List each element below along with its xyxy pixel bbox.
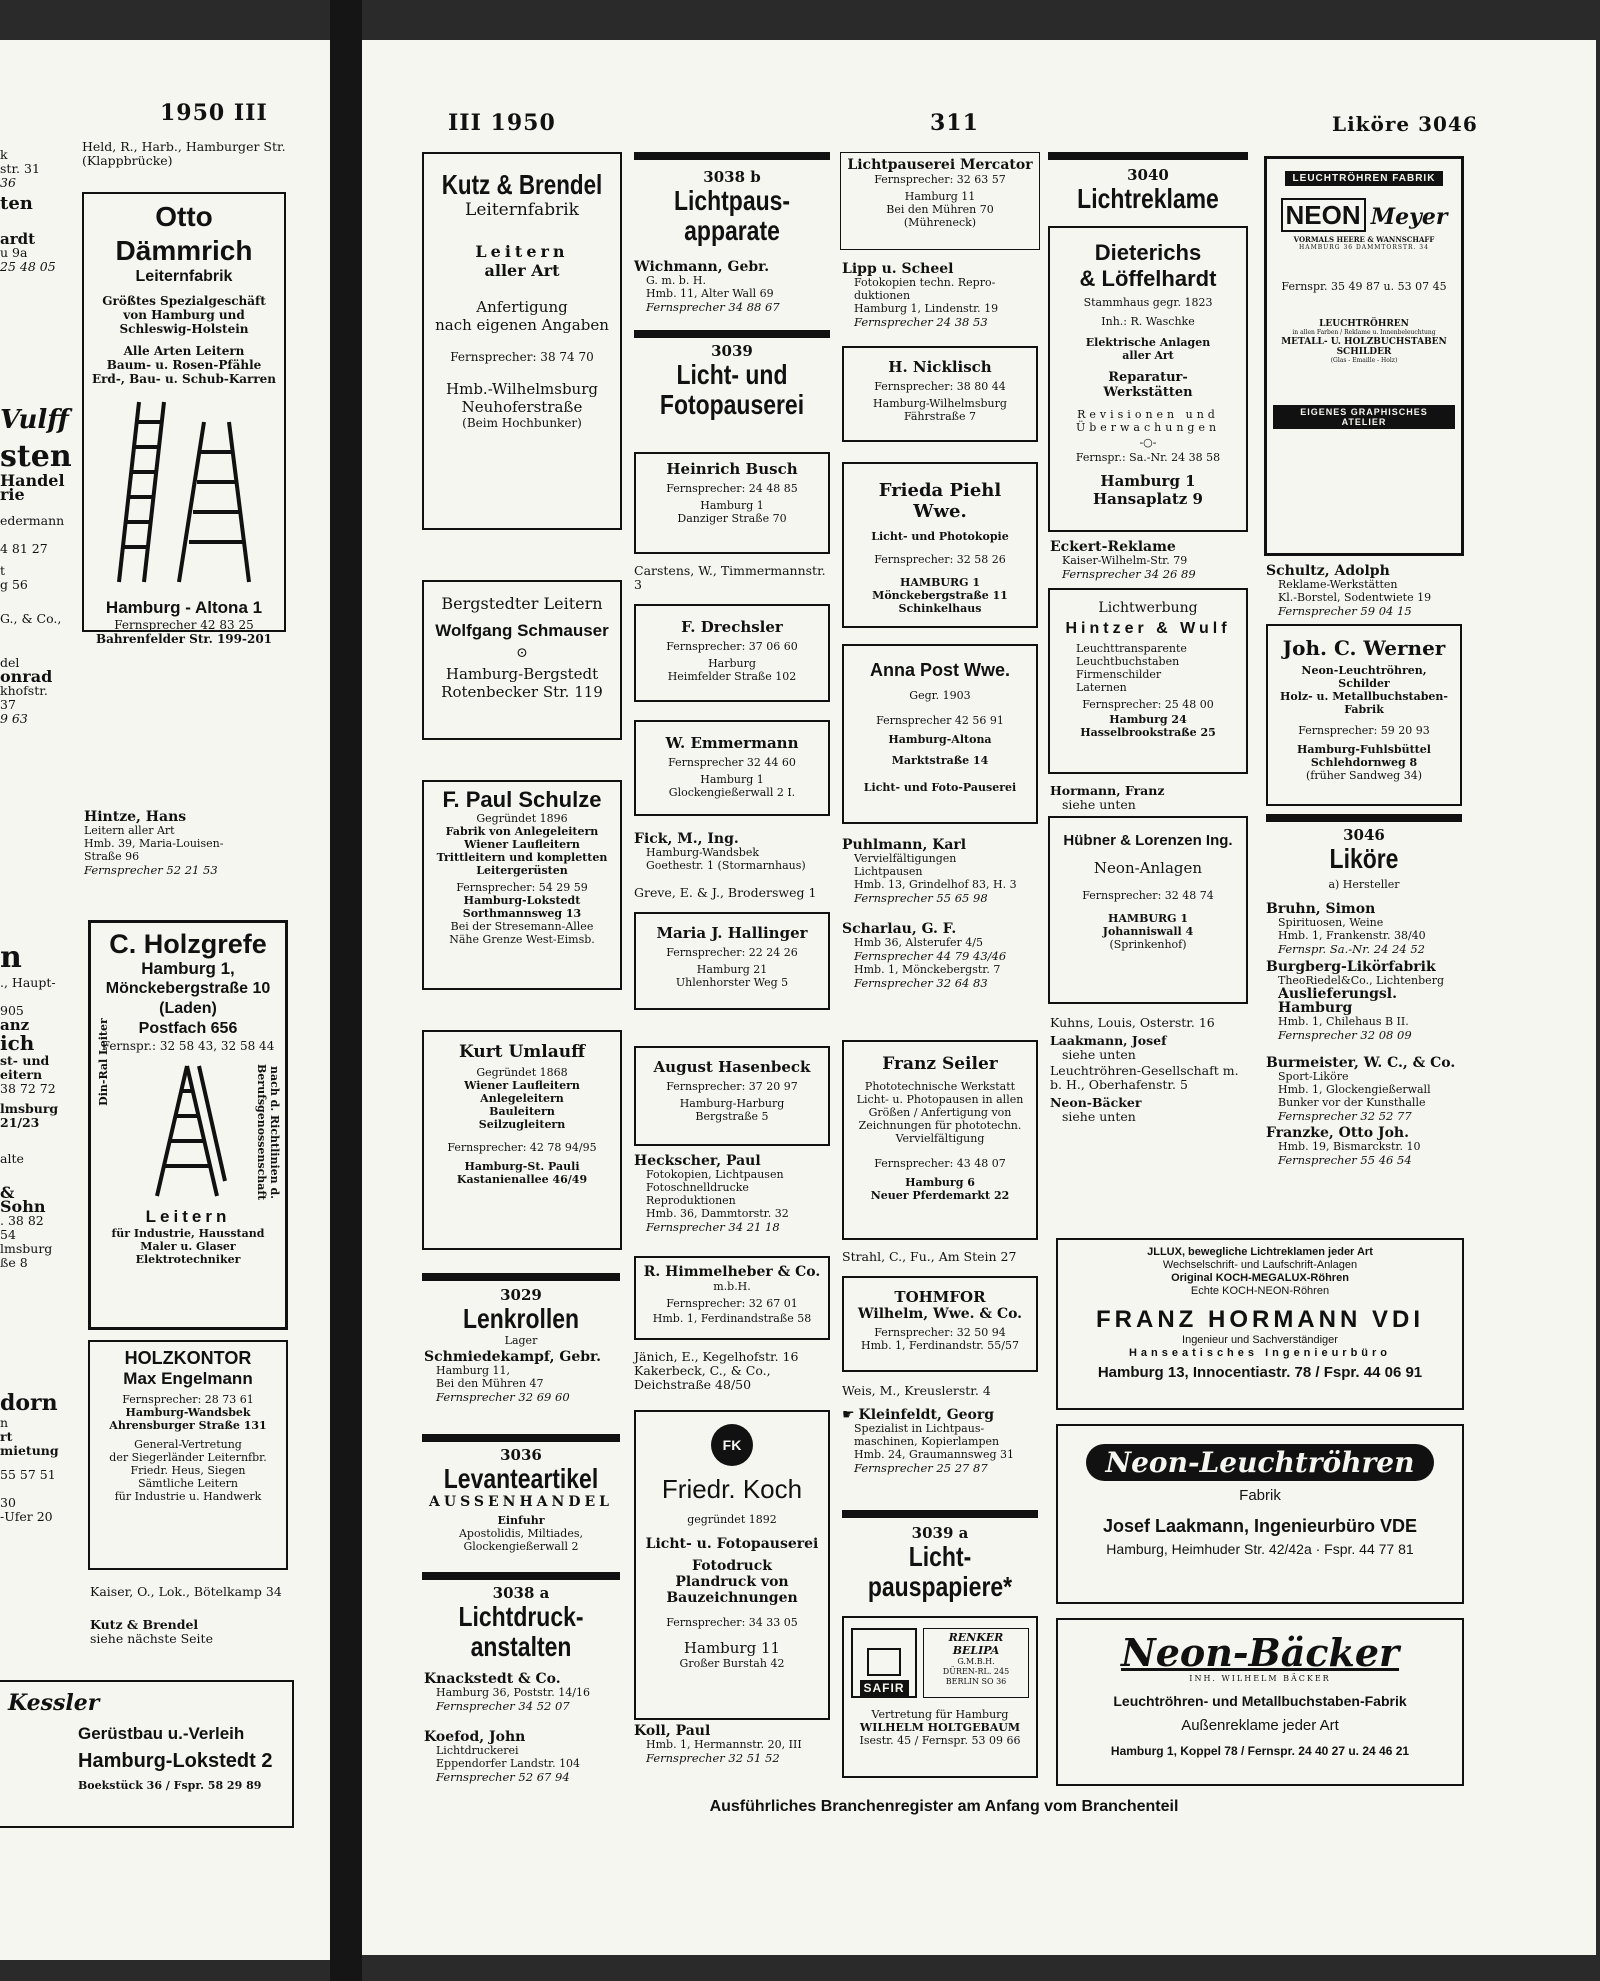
ad-franz-hormann: JLLUX, bewegliche Lichtreklamen jeder Art Wechselschrift- und Laufschrift-Anlagen Original KOCH-MEGALUX-Röhren Echte KOCH-NEON-Röhren FRANZ HORMANN VDI Ingenieur und Sachverständiger Hanseatisches Ingenieurbüro Hamburg 13, Innocentiastr. 78 / Fspr. 44 06 91 [1056,1238,1464,1410]
entry-kutz-ref: Kutz & Brendel siehe nächste Seite [90,1617,213,1646]
ad-hintzer-wulf: Lichtwerbung Hintzer & Wulf Leuchttransparente Leuchtbuchstaben Firmenschilder Laternen Fernsprecher: 25 48 00 Hamburg 24 Hasselbrookstraße 25 [1048,588,1248,774]
entry-carstens: Carstens, W., Timmermannstr. 3 [634,563,826,592]
ad-dieterichs-loeffelhardt: Dieterichs & Löffelhardt Stammhaus gegr. 1823 Inh.: R. Waschke Elektrische Anlagen aller Art Reparatur- Werkstätten Revisionen und Überwachungen -○- Fernspr.: Sa.-Nr. 24 38 58 Hamburg 1 Hansaplatz 9 [1048,226,1248,532]
entry-koll: Koll, Paul Hmb. 1, Hermannstr. 20, III Fernsprecher 32 51 52 [634,1723,802,1765]
ad-neon-baecker: Neon-Bäcker INH. WILHELM BÄCKER Leuchtröhren- und Metallbuchstaben-Fabrik Außenreklame jeder Art Hamburg 1, Koppel 78 / Fernspr. 24 40 27 u. 24 46 21 [1056,1618,1464,1786]
clipped-column-fragment-2: Vulff sten Handel rie edermann 4 81 27 t g 56 G., & Co., del onrad khofstr. 37 9 63 [0,405,72,726]
ad-w-emmermann: W. Emmermann Fernsprecher 32 44 60 Hamburg 1 Glockengießerwall 2 I. [634,720,830,816]
entry-schmiedekampf: Schmiedekampf, Gebr. Hamburg 11, Bei den Mühren 47 Fernsprecher 32 69 60 [424,1349,602,1404]
section-bar [842,1510,1038,1518]
category-3046: 3046 Liköre a) Hersteller [1328,826,1400,891]
category-3040: 3040 Lichtreklame [1077,166,1219,214]
ad-lichtpauserei-mercator: Lichtpauserei Mercator Fernsprecher: 32 63 57 Hamburg 11 Bei den Mühren 70 (Mühreneck) [840,152,1040,250]
clipped-column-fragment-4: dorn n rt mietung 55 57 51 30 -Ufer 20 [0,1390,59,1524]
entry-puhlmann: Puhlmann, Karl Vervielfältigungen Lichtpausen Hmb. 13, Grindelhof 83, H. 3 Fernsprecher 55 65 98 [842,837,1017,905]
ad-friedr-koch: FK Friedr. Koch gegründet 1892 Licht- u. Fotopauserei Fotodruck Plandruck von Bauzeichnungen Fernsprecher: 34 33 05 Hamburg 11 Großer Burstah 42 [634,1410,830,1720]
ad-kurt-umlauff: Kurt Umlauff Gegründet 1868 Wiener Laufleitern Anlegeleitern Bauleitern Seilzugleitern Fernsprecher: 42 78 94/95 Hamburg-St. Pauli Kastanienallee 46/49 [422,1030,622,1250]
ad-josef-laakmann: Neon-Leuchtröhren Fabrik Josef Laakmann, Ingenieurbüro VDE Hamburg, Heimhuder Str. 42/42a · Fspr. 44 77 81 [1056,1424,1464,1604]
left-running-head: 1950 III [160,100,268,126]
ad-august-hasenbeck: August Hasenbeck Fernsprecher: 37 20 97 Hamburg-Harburg Bergstraße 5 [634,1046,830,1146]
koch-logo-icon: FK [711,1424,753,1466]
ad-f-drechsler: F. Drechsler Fernsprecher: 37 06 60 Harburg Heimfelder Straße 102 [634,604,830,702]
section-bar [422,1273,620,1281]
category-3039: 3039 Licht- und Fotopauserei [659,342,805,420]
entry-scharlau: Scharlau, G. F. Hmb 36, Alsterufer 4/5 Fernsprecher 44 79 43/46 Hmb. 1, Mönckebergstr. 7 Fernsprecher 32 64 83 [842,921,1007,990]
category-3039a: 3039 a Licht- pauspapiere* [867,1524,1013,1602]
entry-kuhns: Kuhns, Louis, Osterstr. 16 [1050,1015,1215,1030]
entry-weis: Weis, M., Kreuslerstr. 4 [842,1383,991,1398]
ad-kutz-brendel: Kutz & Brendel Leiternfabrik Leitern aller Art Anfertigung nach eigenen Angaben Fernsprecher: 38 74 70 Hmb.-Wilhelmsburg Neuhoferstraße (Beim Hochbunker) [422,152,622,530]
page-number: 311 [930,110,979,136]
left-page [0,40,334,1960]
entry-eckert-reklame: Eckert-Reklame Kaiser-Wilhelm-Str. 79 Fernsprecher 34 26 89 [1050,539,1196,581]
entry-fick: Fick, M., Ing. Hamburg-Wandsbek Goethestr. 1 (Stormarnhaus) [634,831,806,872]
neon-leuchtroehren-logo-icon: Neon-Leuchtröhren [1086,1444,1435,1481]
ad-otto-daemmrich: Otto Dämmrich Leiternfabrik Größtes Spezialgeschäft von Hamburg und Schleswig-Holstein Alle Arten Leitern Baum- u. Rosen-Pfähle Erd-, Bau- u. Schub-Karren Hamburg - Altona 1 Fernsprecher 42 83 25 Bahrenfelder Str. 199-201 [82,192,286,632]
stepladder-icon [147,1061,227,1201]
entry-strahl: Strahl, C., Fu., Am Stein 27 [842,1249,1017,1264]
ad-holzkontor: HOLZKONTOR Max Engelmann Fernsprecher: 28 73 61 Hamburg-Wandsbek Ahrensburger Straße 131 General-Vertretung der Siegerländer Leiternfbr. Friedr. Heus, Siegen Sämtliche Leitern für Industrie u. Handwerk [88,1340,288,1570]
entry-koefod: Koefod, John Lichtdruckerei Eppendorfer Landstr. 104 Fernsprecher 52 67 94 [424,1729,581,1784]
category-3038b: 3038 b Lichtpaus- apparate [673,168,791,246]
right-running-head-right: Liköre 3046 [1332,112,1478,136]
ad-frieda-piehl: Frieda Piehl Wwe. Licht- und Photokopie Fernsprecher: 32 58 26 HAMBURG 1 Mönckebergstraße 11 Schinkelhaus [842,462,1038,628]
entry-laakmann-ref: Laakmann, Josef siehe unten [1050,1033,1167,1062]
ad-tohmfor: TOHMFOR Wilhelm, Wwe. & Co. Fernsprecher: 32 50 94 Hmb. 1, Ferdinandstr. 55/57 [842,1276,1038,1372]
entry-lipp-scheel: Lipp u. Scheel Fotokopien techn. Repro- duktionen Hamburg 1, Lindenstr. 19 Fernsprecher 24 38 53 [842,261,999,329]
section-bar [634,152,830,160]
clipped-column-fragment-1: k str. 31 36 ten ardt u 9a 25 48 05 [0,147,56,274]
entry-kaiser: Kaiser, O., Lok., Bötelkamp 34 [90,1584,282,1599]
ad-bergstedter-leitern: Bergstedter Leitern Wolfgang Schmauser ⊙ Hamburg-Bergstedt Rotenbecker Str. 119 [422,580,622,740]
entry-schultz: Schultz, Adolph Reklame-Werkstätten Kl.-Borstel, Sodentwiete 19 Fernsprecher 59 04 15 [1266,563,1432,618]
ad-joh-c-werner: Joh. C. Werner Neon-Leuchtröhren, Schilder Holz- u. Metallbuchstaben- Fabrik Fernsprecher: 59 20 93 Hamburg-Fuhlsbüttel Schlehdornweg 8 (früher Sandweg 34) [1266,624,1462,806]
section-bar [422,1572,620,1580]
entry-heckscher: Heckscher, Paul Fotokopien, Lichtpausen Fotoschnelldrucke Reproduktionen Hmb. 36, Dammtorstr. 32 Fernsprecher 34 21 18 [634,1153,789,1234]
ad-anna-post: Anna Post Wwe. Gegr. 1903 Fernsprecher 42 56 91 Hamburg-Altona Marktstraße 14 Licht- und Foto-Pauserei [842,644,1038,824]
section-bar [1266,814,1462,822]
entry-burmeister: Burmeister, W. C., & Co. Sport-Liköre Hmb. 1, Glockengießerwall Bunker vor der Kunsthalle Fernsprecher 32 52 77 [1266,1055,1456,1123]
ad-h-nicklisch: H. Nicklisch Fernsprecher: 38 80 44 Hamburg-Wilhelmsburg Fährstraße 7 [842,346,1038,442]
right-page [362,40,1596,1955]
ad-maria-hallinger: Maria J. Hallinger Fernsprecher: 22 24 26 Hamburg 21 Uhlenhorster Weg 5 [634,912,830,1010]
page-gutter-shadow [330,0,362,1981]
ad-franz-seiler: Franz Seiler Phototechnische Werkstatt Licht- u. Photopausen in allen Größen / Anfertigung von Zeichnungen für phototechn. Vervielfältigung Fernsprecher: 43 48 07 Hamburg 6 Neuer Pferdemarkt 22 [842,1040,1038,1240]
category-3038a: 3038 a Lichtdruck- anstalten [458,1584,584,1662]
entry-neon-baecker-ref: Neon-Bäcker siehe unten [1050,1095,1142,1124]
ad-neon-meyer: LEUCHTRÖHREN FABRIK NEON Meyer VORMALS HEERE & WANNSCHAFF HAMBURG 36 DAMMTORSTR. 34 Fernspr. 35 49 87 u. 53 07 45 LEUCHTRÖHREN in allen Farben / Reklame u. Innenbeleuchtung METALL- U. HOLZBUCHSTABEN SCHILDER (Glas - Emaille - Holz) EIGENES GRAPHISCHES ATELIER [1264,156,1464,556]
ad-f-paul-schulze: F. Paul Schulze Gegründet 1896 Fabrik von Anlegeleitern Wiener Laufleitern Trittleitern und kompletten Leitergerüsten Fernsprecher: 54 29 59 Hamburg-Lokstedt Sorthmannsweg 13 Bei der Stresemann-Allee Nähe Grenze West-Eimsb. [422,780,622,990]
category-3029: 3029 Lenkrollen Lager [462,1286,580,1347]
entry-held: Held, R., Harb., Hamburger Str. (Klappbrücke) [82,139,286,168]
ad-huebner-lorenzen: Hübner & Lorenzen Ing. Neon-Anlagen Fernsprecher: 32 48 74 HAMBURG 1 Johanniswall 4 (Sprinkenhof) [1048,816,1248,1004]
ad-heinrich-busch: Heinrich Busch Fernsprecher: 24 48 85 Hamburg 1 Danziger Straße 70 [634,452,830,554]
ad-safir-renker-belipa: SAFIR RENKER BELIPA G.M.B.H. DÜREN-RL. 245 BERLIN SO 36 Vertretung für Hamburg WILHELM HOLTGEBAUM Isestr. 45 / Fernspr. 53 09 66 [842,1616,1038,1778]
entry-hintze: Hintze, Hans Leitern aller Art Hmb. 39, Maria-Louisen- Straße 96 Fernsprecher 52 21 53 [84,809,224,877]
footer-note: Ausführliches Branchenregister am Anfang vom Branchenteil [709,1798,1179,1815]
pointing-hand-icon: ☛ [842,1407,855,1423]
ladder-illustration-icon [109,392,259,592]
ad-c-holzgrefe: C. Holzgrefe Hamburg 1, Mönckebergstraße 10 (Laden) Postfach 656 Fernspr.: 32 58 43, 32 58 44 Din-Ral Leiter nach d. Richtlinien d. Berufsgenossenschaft Leitern für Industrie, Hausstand Maler u. Glaser Elektrotechniker [88,920,288,1330]
ad-r-himmelheber: R. Himmelheber & Co. m.b.H. Fernsprecher: 32 67 01 Hmb. 1, Ferdinandstraße 58 [634,1256,830,1340]
clipped-column-fragment-3: n ., Haupt- 905 anz ich st- und eitern 38 72 72 lmsburg 21/23 alte & Sohn . 38 82 54 lmsburg ße 8 [0,940,59,1270]
entry-leuchtroehren-gesellschaft: Leuchtröhren-Gesellschaft m. b. H., Oberhafenstr. 5 [1050,1063,1239,1092]
entry-hormann-ref: Hormann, Franz siehe unten [1050,783,1165,812]
ad-kessler: Kessler Gerüstbau u.-Verleih Hamburg-Lokstedt 2 Boekstück 36 / Fspr. 58 29 89 [0,1680,294,1828]
entry-kleinfeldt: ☛ Kleinfeldt, Georg Spezialist in Lichtpaus- maschinen, Kopierlampen Hmb. 24, Graumannsweg 31 Fernsprecher 25 27 87 [842,1407,1014,1475]
entry-bruhn: Bruhn, Simon Spirituosen, Weine Hmb. 1, Frankenstr. 38/40 Fernspr. Sa.-Nr. 24 24 52 [1266,901,1426,956]
safir-logo-icon: SAFIR [851,1628,917,1698]
circle-symbol-icon: ⊙ [516,645,528,661]
neon-baecker-logo-icon: Neon-Bäcker [1120,1630,1400,1675]
entry-burgberg: Burgberg-Likörfabrik TheoRiedel&Co., Lichtenberg Auslieferungsl. Hamburg Hmb. 1, Chilehaus B II. Fernsprecher 32 08 09 [1266,959,1444,1042]
entry-kakerbeck: Kakerbeck, C., & Co., Deichstraße 48/50 [634,1363,771,1392]
entry-wichmann: Wichmann, Gebr. G. m. b. H. Hmb. 11, Alter Wall 69 Fernsprecher 34 88 67 [634,259,780,314]
entry-franzke: Franzke, Otto Joh. Hmb. 19, Bismarckstr. 10 Fernsprecher 55 46 54 [1266,1125,1421,1167]
section-bar [1048,152,1248,160]
entry-jaenich: Jänich, E., Kegelhofstr. 16 [634,1349,799,1364]
section-bar [634,330,830,338]
category-3036: 3036 Levanteartikel AUSSENHANDEL Einfuhr Apostolidis, Miltiades, Glockengießerwall 2 [429,1446,613,1553]
section-bar [422,1434,620,1442]
entry-knackstedt: Knackstedt & Co. Hamburg 36, Poststr. 14/16 Fernsprecher 34 52 07 [424,1671,590,1713]
right-running-head-left: III 1950 [448,110,556,136]
entry-greve: Greve, E. & J., Brodersweg 1 [634,885,817,900]
